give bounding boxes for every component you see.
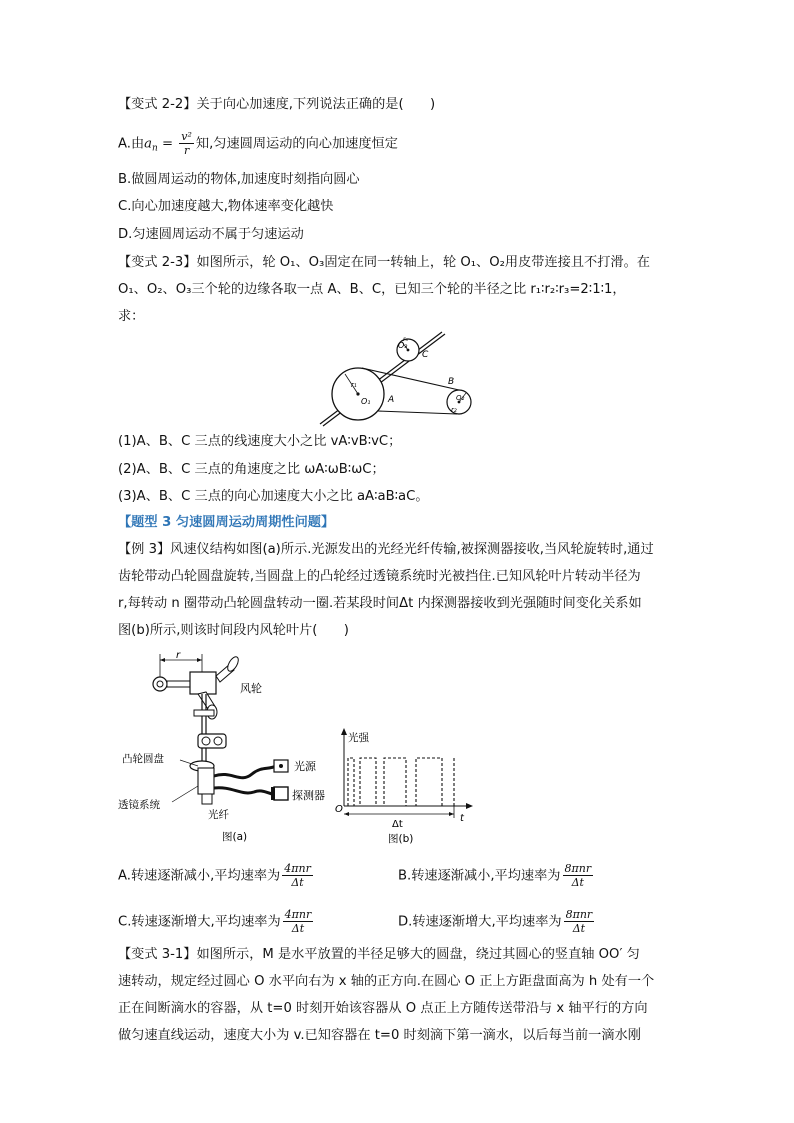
option-d-denominator: Δt [572,922,586,935]
fiber-top [214,766,276,778]
caption-a: 图(a) [222,831,248,843]
label-fenglun: 风轮 [240,682,262,695]
label-toujing: 透镜系统 [118,799,160,811]
label-a: A [388,395,395,405]
dt-label: Δt [392,819,403,830]
option-a-text: A.转速逐渐减小,平均速率为 [118,868,281,884]
example-3-line-2: 齿轮带动凸轮圆盘旋转,当圆盘上的凸轮经过透镜系统时光被挡住.已知风轮叶片转动半径为 [118,569,641,584]
variant-2-3-question-2: (2)A、B、C 三点的角速度之比 ωA∶ωB∶ωC； [118,462,385,477]
example-3-line-1: 【例 3】风速仪结构如图(a)所示.光源发出的光经光纤传输,被探测器接收,当风轮旋转时,通过 [118,542,654,557]
gear-2 [214,737,222,745]
gear-top [194,710,214,716]
light-source-dot [279,764,283,768]
example-3-line-3: r,每转动 n 圈带动凸轮圆盘转动一圈.若某段时间Δt 内探测器接收到光强随时间变化关系如 [118,596,642,611]
label-r2: r₂ [451,406,457,414]
option-c-fraction [283,908,314,935]
caption-b: 图(b) [388,833,414,845]
figure-a-anemometer [118,646,325,846]
cup-right [226,655,241,673]
variant-2-3-line-2: O₁、O₂、O₃三个轮的边缘各取一点 A、B、C，已知三个轮的半径之比 r₁∶r₂∶r₃=2∶1∶1， [118,282,626,297]
gear-1 [202,737,210,745]
label-guangyuan: 光源 [294,760,316,773]
formula-a-sub: n [152,143,158,154]
cup-left-inner [157,681,163,687]
variant-3-1-line-1: 【变式 3-1】如图所示，M 是水平放置的半径足够大的圆盘，绕过其圆心的竖直轴 OO′ 匀 [118,947,640,962]
center-o1 [356,392,359,395]
example-3-option-d [398,908,596,935]
label-c: C [422,350,429,360]
label-r: r [176,650,181,661]
hub [190,672,216,694]
example-3-option-a [118,862,315,889]
pulley-figure [318,330,478,426]
variant-2-2-option-b: B.做圆周运动的物体,加速度时刻指向圆心 [118,172,360,187]
variant-3-1-line-2: 速转动，规定经过圆心 O 水平向右为 x 轴的正方向.在圆心 O 正上方距盘面高为 h 处有一个 [118,974,655,989]
x-axis-label: t [460,813,464,824]
example-3-option-b [398,862,595,889]
option-b-numerator: 8πnr [564,862,592,875]
option-b-denominator: Δt [571,876,584,889]
example-3-option-c [118,908,315,935]
option-a-numerator: 4πnr [284,862,311,875]
figure-b-light-graph [330,728,480,846]
toujing-pointer [172,786,198,802]
label-b: B [448,377,455,387]
option-a-prefix: A.由 [118,136,145,152]
variant-3-1-line-3: 正在间断滴水的容器，从 t=0 时刻开始该容器从 O 点正上方随传送带沿与 x 轴平行的方向 [118,1001,648,1016]
light-square-wave [348,758,454,806]
y-axis-arrow [341,728,347,735]
variant-2-2-option-a [118,130,398,158]
dt-arrow-left [344,812,349,816]
formula-eq: = [157,136,178,152]
option-c-denominator: Δt [291,922,305,935]
variant-2-2-option-c: C.向心加速度越大,物体速率变化越快 [118,199,334,214]
lens-base [202,794,212,804]
origin-label: O [335,804,343,815]
option-a-denominator: Δt [291,876,304,889]
option-a-suffix: 知,匀速圆周运动的向心加速度恒定 [195,136,398,152]
option-c-numerator: 4πnr [284,908,312,921]
label-r3: r₃ [403,336,408,343]
r-arrow-right [197,658,202,662]
variant-2-3-line-1: 【变式 2-3】如图所示，轮 O₁、O₃固定在同一转轴上，轮 O₁、O₂用皮带连接且不打滑。在 [118,255,650,270]
x-axis-arrow [466,803,473,809]
lens-housing [198,768,214,794]
option-b-fraction [563,862,594,889]
formula-a: a [144,136,153,152]
variant-2-3-question-1: (1)A、B、C 三点的线速度大小之比 vA∶vB∶vC； [118,434,402,449]
label-tulun: 凸轮圆盘 [122,753,164,765]
option-a-fraction [282,862,313,889]
label-guangxian: 光纤 [208,809,229,821]
fraction-numerator: v² [181,130,192,143]
label-tanceqi: 探测器 [292,789,325,802]
y-axis-label: 光强 [348,732,369,744]
option-d-fraction [564,908,595,935]
variant-2-3-question-3: (3)A、B、C 三点的向心加速度大小之比 aA∶aB∶aC。 [118,489,429,504]
label-o3: O₃ [398,341,408,350]
detector-box [274,787,288,800]
dt-arrow-right [449,812,454,816]
variant-3-1-line-4: 做匀速直线运动，速度大小为 v.已知容器在 t=0 时刻滴下第一滴水，以后每当前一滴水刚 [118,1028,641,1043]
fiber-bottom [214,788,278,795]
type-3-heading: 【题型 3 匀速圆周运动周期性问题】 [118,515,335,530]
label-o2: O₂ [456,394,465,402]
formula-fraction [179,130,194,157]
variant-2-3-line-3: 求： [118,309,145,324]
detector-mark [271,787,275,800]
belt-bottom [378,411,457,414]
label-o1: O₁ [361,397,371,406]
option-b-text: B.转速逐渐减小,平均速率为 [398,868,561,884]
variant-2-2-stem: 【变式 2-2】关于向心加速度,下列说法正确的是( ) [118,97,436,112]
option-d-text: D.转速逐渐增大,平均速率为 [398,914,562,930]
option-d-numerator: 8πnr [565,908,593,921]
r-arrow-left [160,658,165,662]
label-r1: r₁ [351,381,357,389]
option-c-text: C.转速逐渐增大,平均速率为 [118,914,281,930]
example-3-line-4: 图(b)所示,则该时间段内风轮叶片( ) [118,623,349,638]
variant-2-2-option-d: D.匀速圆周运动不属于匀速运动 [118,227,304,242]
fraction-denominator: r [183,144,190,157]
